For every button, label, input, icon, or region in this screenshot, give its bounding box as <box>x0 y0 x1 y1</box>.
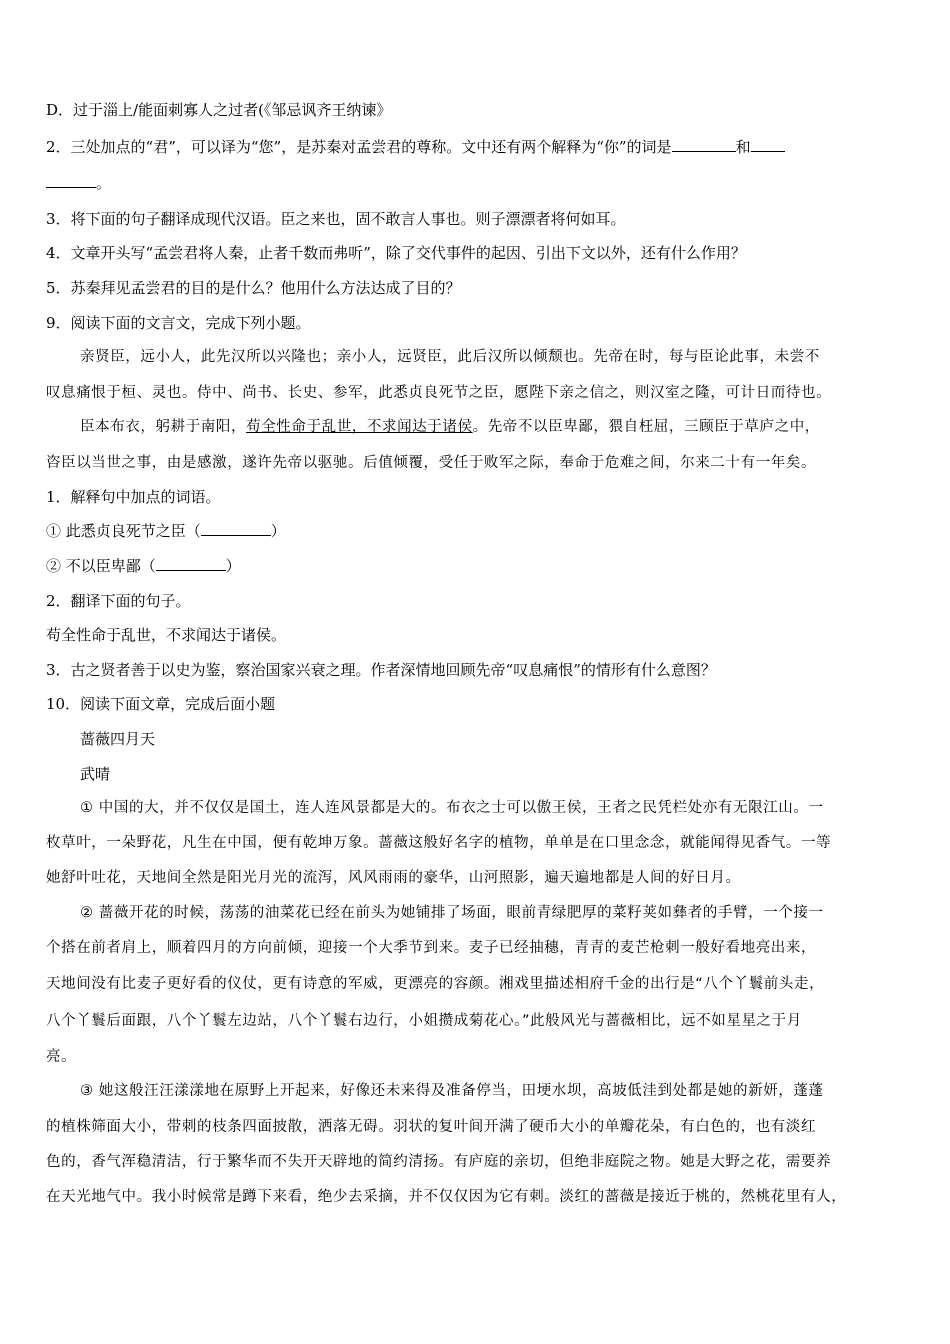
subquestion-1-item-2: ② 不以臣卑鄙（ ） <box>46 557 241 575</box>
classical-text-paragraph-2: 臣本布衣，躬耕于南阳，苟全性命于乱世，不求闻达于诸侯。先帝不以臣卑鄙，猥自枉屈，三顾臣于草庐之中， <box>80 419 820 435</box>
classical-text-paragraph-1-cont: 叹息痛恨于桓、灵也。侍中、尚书、长史、参军，此悉贞良死节之臣，愿陛下亲之信之，则汉室之隆，可计日而待也。 <box>46 385 832 401</box>
article-title: 蔷薇四月天 <box>80 730 156 748</box>
subquestion-1-item-1: ① 此悉贞良死节之臣（ ） <box>46 522 286 540</box>
answer-blank[interactable] <box>201 521 271 536</box>
article-paragraph-2-cont: 个搭在前者肩上，顺着四月的方向前倾，迎接一个大季节到来。麦子已经抽穗，青青的麦芒枪刺一般好看地亮出来， <box>46 940 817 956</box>
article-paragraph-1-cont: 枚草叶，一朵野花，凡生在中国，便有乾坤万象。蔷薇这般好名字的植物，单单是在口里念念，就能闻得见香气。一等 <box>46 835 832 851</box>
article-paragraph-1: ① 中国的大，并不仅仅是国土，连人连风景都是大的。布衣之士可以傲王侯，王者之民凭栏处亦有无限江山。一 <box>80 800 824 816</box>
question-4: 4．文章开头写“孟尝君将人秦，止者千数而弗听”，除了交代事件的起因、引出下文以外，还有什么作用？ <box>46 244 746 262</box>
classical-text-paragraph-1: 亲贤臣，远小人，此先汉所以兴隆也；亲小人，远贤臣，此后汉所以倾颓也。先帝在时，每与臣论此事，未尝不 <box>80 349 820 365</box>
answer-blank[interactable] <box>46 173 96 188</box>
subquestion-3: 3．古之贤者善于以史为鉴，察治国家兴衰之理。作者深情地回顾先帝“叹息痛恨”的情形有什么意图？ <box>46 661 716 679</box>
question-2: 2．三处加点的“君”，可以译为“您”，是苏秦对孟尝君的尊称。文中还有两个解释为“你”的词是 和 <box>46 136 908 158</box>
article-paragraph-3-cont: 的植株筛面大小，带刺的枝条四面披散，洒落无碍。羽状的复叶间开满了硬币大小的单瓣花朵，有白色的，也有淡红 <box>46 1119 817 1135</box>
answer-blank[interactable] <box>156 556 226 571</box>
question-10-heading: 10．阅读下面文章，完成后面小题 <box>46 695 276 713</box>
article-paragraph-2-cont: 亮。 <box>46 1049 77 1065</box>
answer-blank[interactable] <box>672 137 736 152</box>
answer-blank[interactable] <box>751 137 785 152</box>
subquestion-2: 2．翻译下面的句子。 <box>46 592 191 610</box>
question-9-heading: 9．阅读下面的文言文，完成下列小题。 <box>46 314 311 332</box>
article-author: 武晴 <box>80 765 111 783</box>
question-2-continued: 。 <box>46 172 908 194</box>
article-paragraph-1-cont: 她舒叶吐花，天地间全然是阳光月光的流泻，风风雨雨的豪华，山河照影，遍天遍地都是人间的好日月。 <box>46 870 741 886</box>
classical-text-paragraph-2-cont: 咨臣以当世之事，由是感激，遂许先帝以驱驰。后值倾覆，受任于败军之际，奉命于危难之间，尔来二十有一年矣。 <box>46 455 817 471</box>
article-paragraph-3: ③ 她这般汪汪漾漾地在原野上开起来，好像还未来得及准备停当，田埂水坝，高坡低洼到处都是她的新妍，蓬蓬 <box>80 1083 824 1099</box>
question-3: 3．将下面的句子翻译成现代汉语。臣之来也，固不敢言人事也。则子漂漂者将何如耳。 <box>46 210 626 228</box>
option-d: D．过于淄上/能面刺寡人之过者(《邹忌讽齐王纳谏》 <box>46 101 392 119</box>
underlined-sentence: 苟全性命于乱世，不求闻达于诸侯 <box>246 419 473 435</box>
article-paragraph-2: ② 蔷薇开花的时候，荡荡的油菜花已经在前头为她铺排了场面，眼前青绿肥厚的菜籽荚如彝者的手臂，一个接一 <box>80 905 824 921</box>
question-5: 5．苏秦拜见孟尝君的目的是什么？他用什么方法达成了目的？ <box>46 279 461 297</box>
subquestion-1: 1．解释句中加点的词语。 <box>46 488 221 506</box>
subquestion-2-sentence: 苟全性命于乱世，不求闻达于诸侯。 <box>46 626 287 644</box>
article-paragraph-3-cont: 色的，香气浑稳清洁，行于繁华而不失开天辟地的简约清扬。有庐庭的亲切，但绝非庭院之物。她是大野之花，需要养 <box>46 1154 832 1170</box>
article-paragraph-2-cont: 八个丫鬟后面跟，八个丫鬟左边站，八个丫鬟右边行，小姐攒成菊花心。”此般风光与蔷薇相比，远不如星星之于月 <box>46 1013 802 1029</box>
article-paragraph-2-cont: 天地间没有比麦子更好看的仪仗，更有诗意的军威，更漂亮的容颜。湘戏里描述相府千金的出行是“八个丫鬟前头走， <box>46 976 825 992</box>
article-paragraph-3-cont: 在天光地气中。我小时候常是蹲下来看，绝少去采摘，并不仅仅因为它有刺。淡红的蔷薇是接近于桃的，然桃花里有人， <box>46 1189 847 1205</box>
